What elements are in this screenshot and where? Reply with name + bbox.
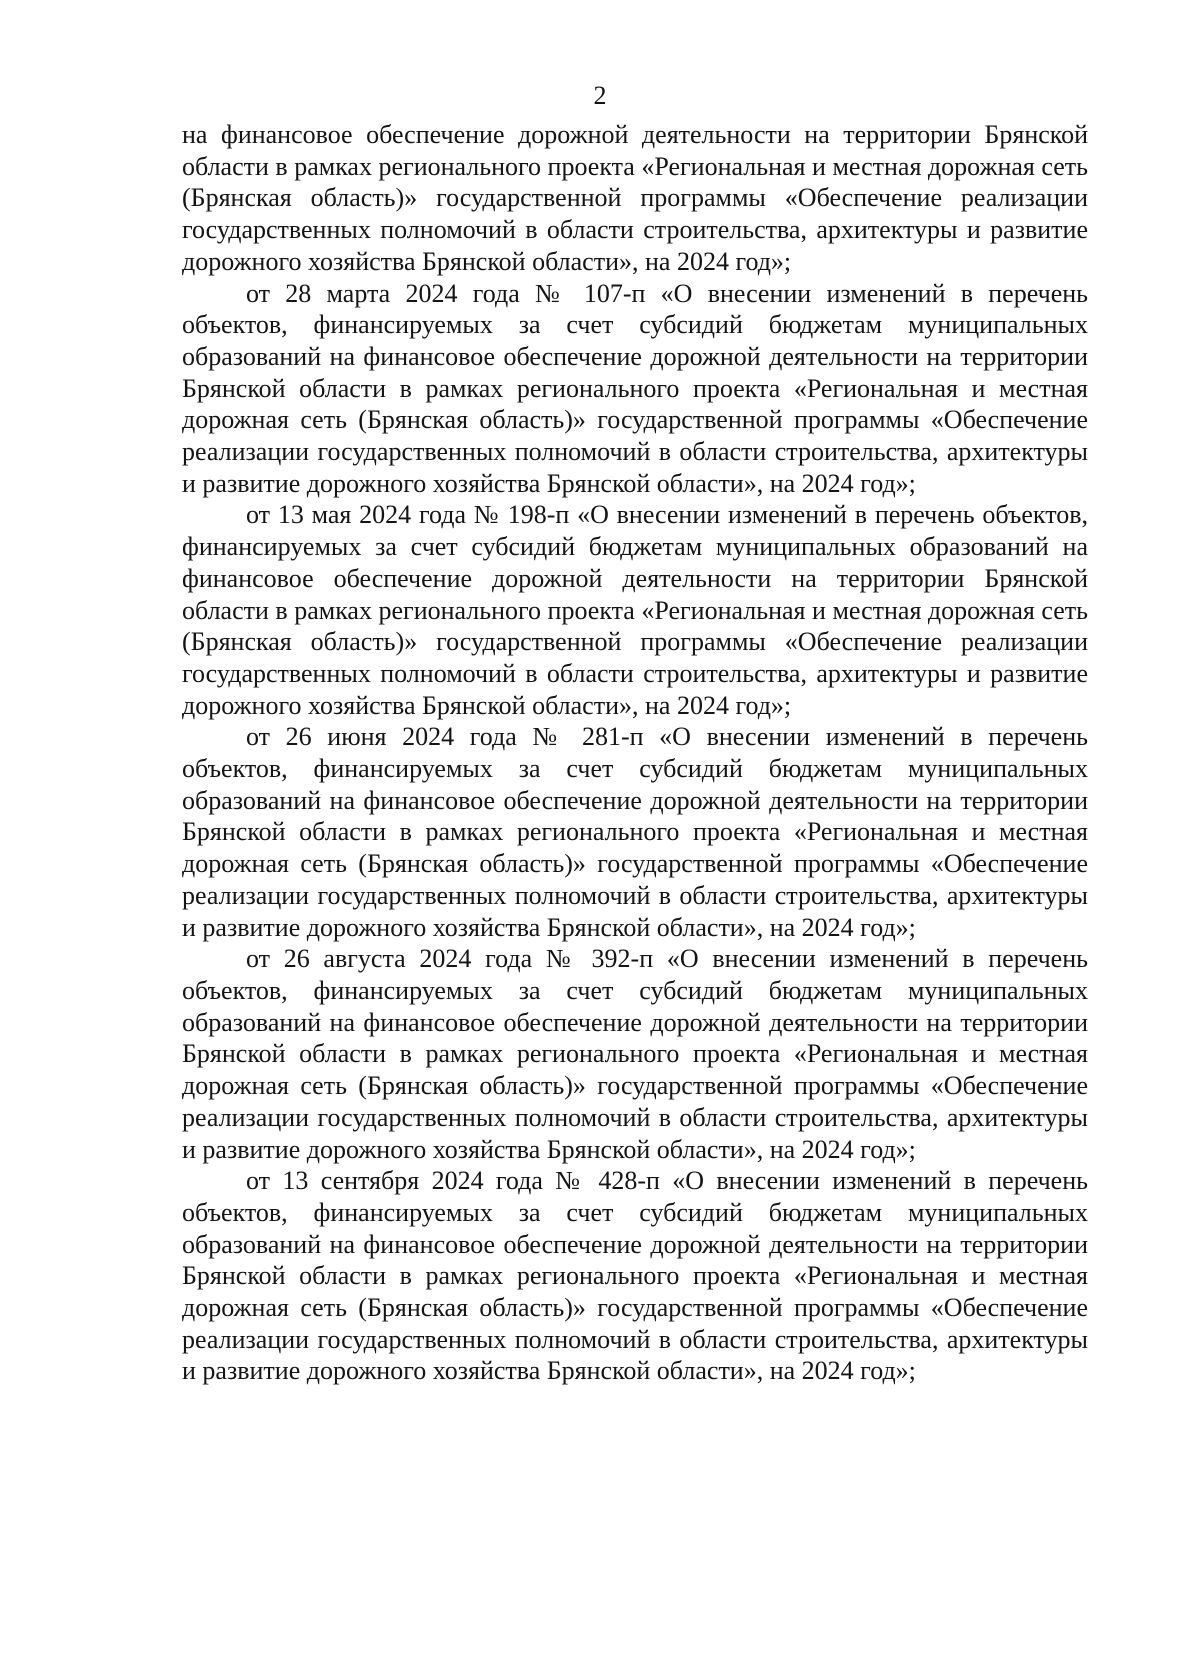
paragraph-decree-198: от 13 мая 2024 года № 198-п «О внесении изменений в перечень объектов, финансируемых за счет субсидий бюджетам муниципальных образований на финансовое обеспечение дорожной деятельности на территории Брянской области в рамках регионального проекта «Региональная и местная дорожная сеть (Брянская область)» государственной программы «Обеспечение реализации государственных полномочий в области строительства, архитектуры и развитие дорожного хозяйства Брянской области», на 2024 год»; <box>182 500 1088 720</box>
paragraph-decree-281: от 26 июня 2024 года № 281-п «О внесении изменений в перечень объектов, финансируемых за счет субсидий бюджетам муниципальных образований на финансовое обеспечение дорожной деятельности на территории Брянской области в рамках регионального проекта «Региональная и местная дорожная сеть (Брянская область)» государственной программы «Обеспечение реализации государственных полномочий в области строительства, архитектуры и развитие дорожного хозяйства Брянской области», на 2024 год»; <box>182 722 1088 942</box>
paragraph-continuation: на финансовое обеспечение дорожной деятельности на территории Брянской области в рамках регионального проекта «Региональная и местная дорожная сеть (Брянская область)» государственной программы «Обеспечение реализации государственных полномочий в области строительства, архитектуры и развитие дорожного хозяйства Брянской области», на 2024 год»; <box>182 120 1088 276</box>
document-body <box>182 119 1088 1387</box>
page-number: 2 <box>593 81 607 110</box>
paragraph-decree-107: от 28 марта 2024 года № 107-п «О внесении изменений в перечень объектов, финансируемых за счет субсидий бюджетам муниципальных образований на финансовое обеспечение дорожной деятельности на территории Брянской области в рамках регионального проекта «Региональная и местная дорожная сеть (Брянская область)» государственной программы «Обеспечение реализации государственных полномочий в области строительства, архитектуры и развитие дорожного хозяйства Брянской области», на 2024 год»; <box>182 278 1088 498</box>
paragraph-decree-428: от 13 сентября 2024 года № 428-п «О внесении изменений в перечень объектов, финансируемых за счет субсидий бюджетам муниципальных образований на финансовое обеспечение дорожной деятельности на территории Брянской области в рамках регионального проекта «Региональная и местная дорожная сеть (Брянская область)» государственной программы «Обеспечение реализации государственных полномочий в области строительства, архитектуры и развитие дорожного хозяйства Брянской области», на 2024 год»; <box>182 1166 1088 1386</box>
paragraph-decree-392: от 26 августа 2024 года № 392-п «О внесении изменений в перечень объектов, финансируемых за счет субсидий бюджетам муниципальных образований на финансовое обеспечение дорожной деятельности на территории Брянской области в рамках регионального проекта «Региональная и местная дорожная сеть (Брянская область)» государственной программы «Обеспечение реализации государственных полномочий в области строительства, архитектуры и развитие дорожного хозяйства Брянской области», на 2024 год»; <box>182 944 1088 1164</box>
